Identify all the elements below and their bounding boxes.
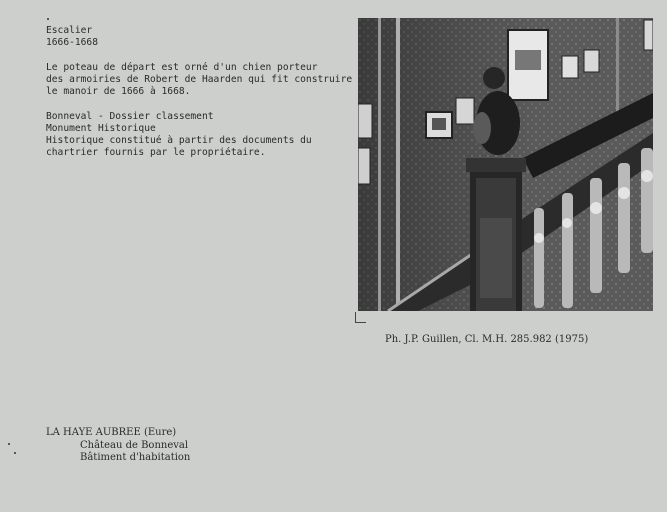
location-part: Bâtiment d'habitation xyxy=(80,452,191,463)
description-line-2: des armoiries de Robert de Haarden qui fit construire xyxy=(46,74,353,85)
margin-dot xyxy=(14,452,16,454)
source-line-4: chartrier fournis par le propriétaire. xyxy=(46,147,266,158)
source-line-1: Bonneval - Dossier classement xyxy=(46,111,214,122)
card-dates: 1666-1668 xyxy=(46,37,98,48)
photo-credit: Ph. J.P. Guillen, Cl. M.H. 285.982 (1975) xyxy=(385,334,589,345)
bullet-dot xyxy=(47,18,49,20)
photo-corner-mark xyxy=(355,312,366,323)
source-line-2: Monument Historique xyxy=(46,123,156,134)
margin-dot xyxy=(8,443,10,445)
location-commune: LA HAYE AUBREE (Eure) xyxy=(46,427,177,438)
source-line-3: Historique constitué à partir des documents du xyxy=(46,135,312,146)
description-line-1: Le poteau de départ est orné d'un chien porteur xyxy=(46,62,318,73)
location-building: Château de Bonneval xyxy=(80,440,189,451)
description-line-3: le manoir de 1666 à 1668. xyxy=(46,86,191,97)
staircase-photo xyxy=(358,18,653,311)
card-title: Escalier xyxy=(46,25,93,36)
